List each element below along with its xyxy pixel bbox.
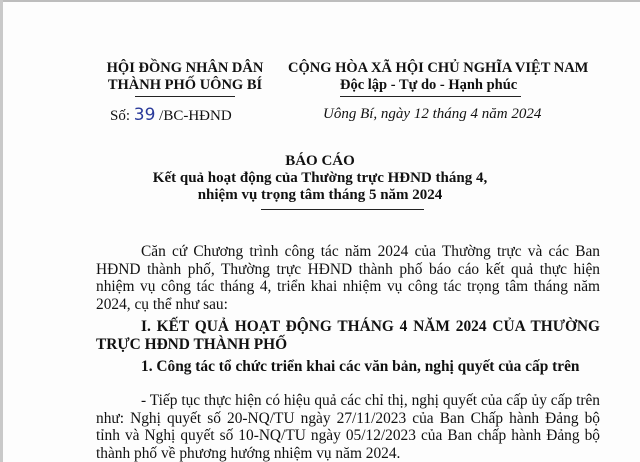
docnum-suffix: /BC-HĐND [159, 108, 232, 124]
issuing-org-line1: HỘI ĐỒNG NHÂN DÂN [106, 60, 264, 76]
docnum-handwritten: 39 [133, 105, 156, 125]
scan-edge-top [0, 0, 640, 2]
subsection-1-heading: 1. Công tác tổ chức triển khai các văn bản, nghị quyết của cấp trên [141, 358, 580, 375]
motto-underline [340, 96, 521, 97]
section-1-heading: I. KẾT QUẢ HOẠT ĐỘNG THÁNG 4 NĂM 2024 CỦA THƯỜNG TRỰC HĐND THÀNH PHỐ [96, 318, 600, 353]
scan-edge-left [0, 0, 3, 462]
issuing-org-line2: THÀNH PHỐ UÔNG BÍ [107, 77, 263, 93]
docnum-prefix: Số: [110, 108, 131, 124]
national-motto: Độc lập - Tự do - Hạnh phúc [340, 77, 518, 93]
national-title: CỘNG HÒA XÃ HỘI CHỦ NGHĨA VIỆT NAM [288, 60, 589, 76]
intro-paragraph: Căn cứ Chương trình công tác năm 2024 của Thường trực và các Ban HĐND thành phố, Thường trực HĐND thành phố báo cáo kết quả thực hiện nhiệm vụ công tác tháng 4, triển khai nhiệm vụ công tác trọng tâm tháng năm 2024, cụ thể như sau: [96, 243, 600, 313]
org-underline [135, 96, 235, 97]
document-number [110, 105, 232, 125]
document-type-title: BÁO CÁO [285, 153, 355, 169]
document-subtitle-line2: nhiệm vụ trọng tâm tháng 5 năm 2024 [197, 187, 443, 203]
bullet-paragraph-1: - Tiếp tục thực hiện có hiệu quả các chỉ thị, nghị quyết của cấp ủy cấp trên như: Nghị quyết số 20-NQ/TU ngày 27/11/2023 của Ban Chấp hành Đảng bộ tỉnh và Nghị quyết số 10-NQ/TU ngày 05/12/2023 của Ban chấp hành Đảng bộ thành phố về phương hướng nhiệm vụ năm 2024. [96, 392, 600, 462]
place-date: Uông Bí, ngày 12 tháng 4 năm 2024 [323, 106, 542, 122]
subtitle-underline [261, 209, 424, 210]
document-subtitle-line1: Kết quả hoạt động của Thường trực HĐND tháng 4, [152, 170, 488, 186]
